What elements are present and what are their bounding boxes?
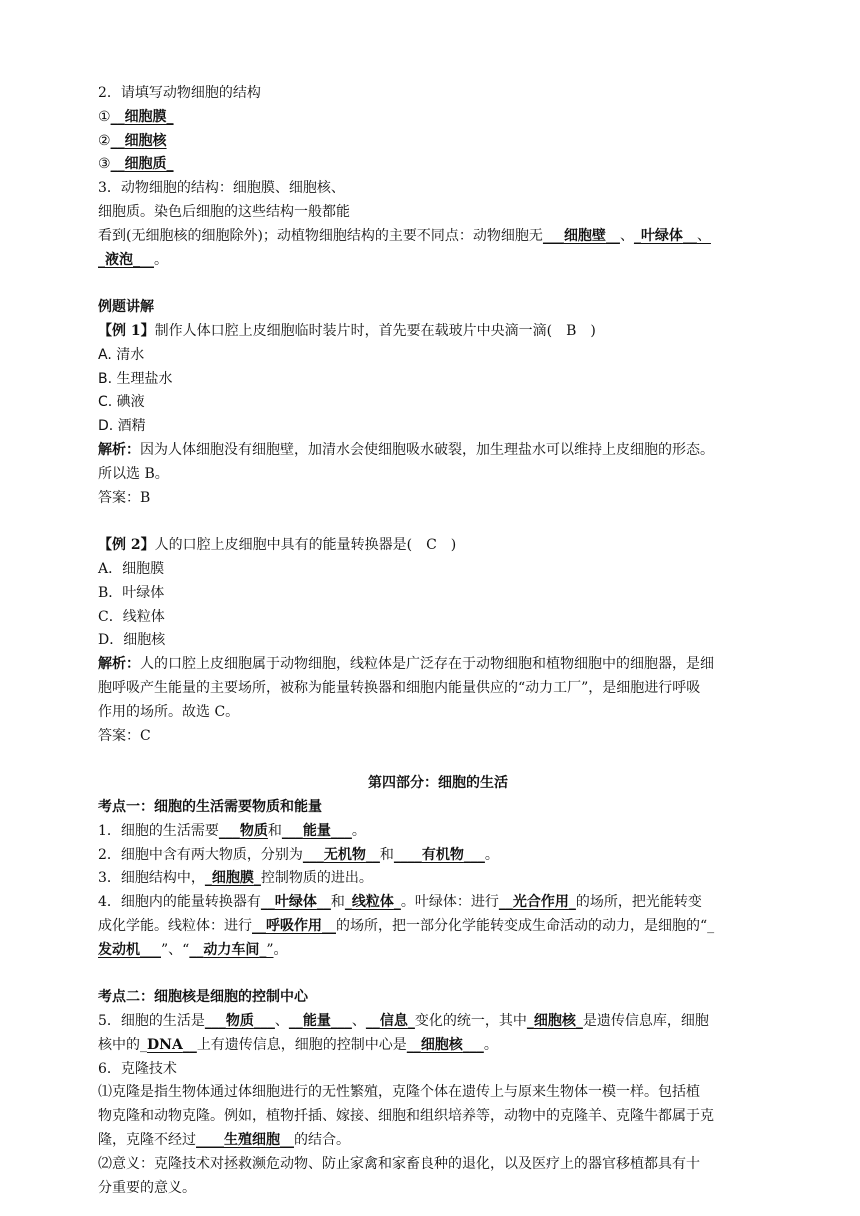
example-2-answer: 答案：C (98, 727, 151, 744)
structure-item-1: ①__细胞膜_ (98, 108, 174, 125)
point-1-item-1: 1．细胞的生活需要___物质和___能量___。 (98, 822, 366, 839)
part-4-title: 第四部分：细胞的生活 (368, 775, 508, 792)
example-1-analysis-cont: 所以选 B。 (98, 465, 169, 482)
document-page (98, 82, 778, 1200)
example-2-option-b: B．叶绿体 (98, 584, 165, 601)
point-2-title: 考点二：细胞核是细胞的控制中心 (98, 989, 308, 1006)
example-1-option-d: D. 酒精 (98, 418, 146, 435)
examples-heading: 例题讲解 (98, 299, 154, 316)
cloning-significance-line-1: ⑵意义：克隆技术对拯救濒危动物、防止家禽和家畜良种的退化，以及医疗上的器官移植都具有十 (98, 1155, 700, 1172)
question-2-title: 2．请填写动物细胞的结构 (98, 85, 261, 101)
point-1-title: 考点一：细胞的生活需要物质和能量 (98, 798, 322, 815)
example-2-option-c: C．线粒体 (98, 608, 165, 625)
point-2-item-5: 5．细胞的生活是___物质___、__能量___、__信息_变化的统一，其中_细胞核_是遗传信息库，细胞 (98, 1013, 709, 1030)
point-1-item-4: 4．细胞内的能量转换器有__叶绿体__和_线粒体_。叶绿体：进行__光合作用_的场所，把光能转变 (98, 894, 702, 911)
example-1-answer: 答案：B (98, 489, 151, 506)
example-2-stem: 【例 2】人的口腔上皮细胞中具有的能量转换器是( C ) (98, 537, 457, 554)
cloning-significance-line-2: 分重要的意义。 (98, 1179, 196, 1196)
example-1-analysis: 解析：因为人体细胞没有细胞壁，加清水会使细胞吸水破裂，加生理盐水可以维持上皮细胞的形态。 (98, 441, 714, 458)
example-2-option-a: A．细胞膜 (98, 560, 165, 577)
example-2-analysis: 解析：人的口腔上皮细胞属于动物细胞，线粒体是广泛存在于动物细胞和植物细胞中的细胞器，是细 (98, 656, 714, 673)
point-2-item-6: 6．克隆技术 (98, 1060, 177, 1077)
point-1-item-3: 3．细胞结构中，_细胞膜_控制物质的进出。 (98, 870, 373, 887)
point-2-item-5-cont: 核中的_DNA__上有遗传信息，细胞的控制中心是__细胞核___。 (98, 1036, 498, 1053)
point-1-item-4-cont-2: 发动机___”、“__动力车间_”。 (98, 941, 288, 958)
example-1-option-b: B. 生理盐水 (98, 370, 173, 387)
point-1-item-4-cont-1: 成化学能。线粒体：进行__呼吸作用__的场所，把一部分化学能转变成生命活动的动力，是细胞的“_ (98, 917, 715, 934)
example-1-option-a: A. 清水 (98, 346, 145, 363)
structure-item-2: ②__细胞核 (98, 132, 167, 149)
example-2-analysis-cont-2: 作用的场所。故选 C。 (98, 703, 240, 720)
question-3-line-4: _液泡___。 (98, 251, 168, 268)
example-2-option-d: D．细胞核 (98, 632, 166, 649)
cloning-definition-line-3: 隆，克隆不经过____生殖细胞__的结合。 (98, 1132, 350, 1149)
example-1-option-c: C. 碘液 (98, 394, 145, 411)
question-3-line-1: 3．动物细胞的结构：细胞膜、细胞核、 (98, 180, 345, 197)
example-1-stem: 【例 1】制作人体口腔上皮细胞临时装片时，首先要在载玻片中央滴一滴( B ) (98, 322, 596, 339)
cloning-definition-line-2: 物克隆和动物克隆。例如，植物扦插、嫁接、细胞和组织培养等，动物中的克隆羊、克隆牛都属于克 (98, 1108, 714, 1125)
cloning-definition-line-1: ⑴克隆是指生物体通过体细胞进行的无性繁殖，克隆个体在遗传上与原来生物体一模一样。包括植 (98, 1084, 700, 1101)
structure-item-3: ③__细胞质_ (98, 156, 174, 173)
point-1-item-2: 2．细胞中含有两大物质，分别为___无机物__和____有机物___。 (98, 846, 499, 863)
question-3-line-3: 看到(无细胞核的细胞除外)；动植物细胞结构的主要不同点：动物细胞无___细胞壁__、_叶绿体__、 (98, 227, 711, 244)
question-3-line-2: 细胞质。染色后细胞的这些结构一般都能 (98, 203, 350, 220)
example-2-analysis-cont-1: 胞呼吸产生能量的主要场所，被称为能量转换器和细胞内能量供应的“动力工厂”，是细胞进行呼吸 (98, 679, 701, 696)
